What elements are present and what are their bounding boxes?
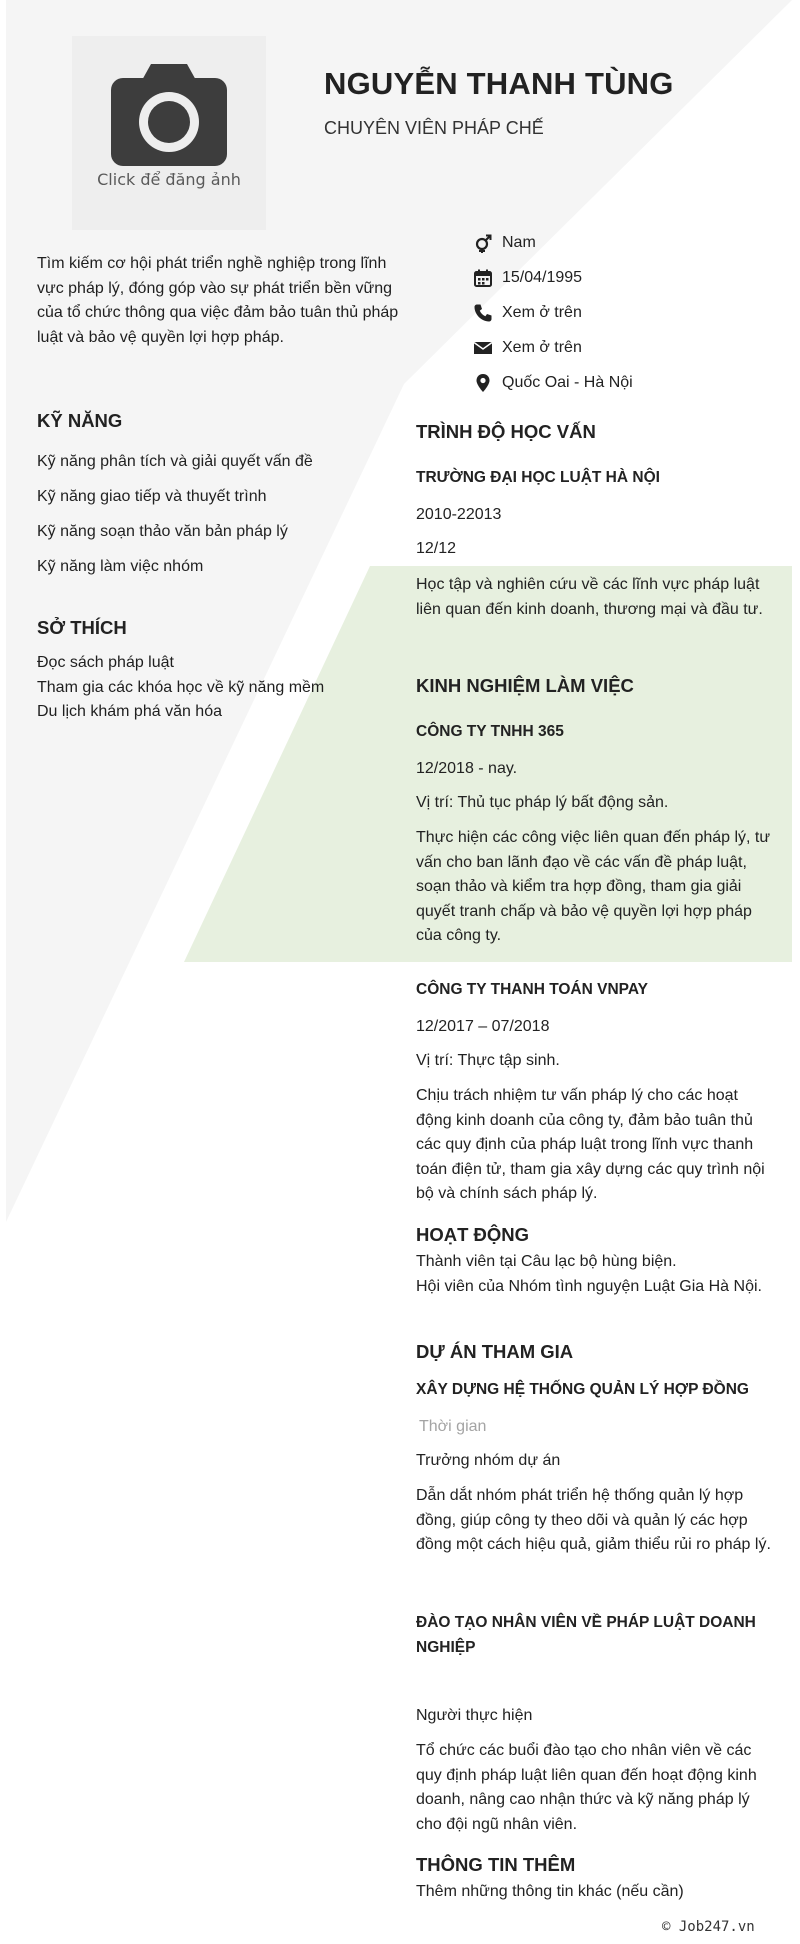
info-gender-value: Nam (502, 234, 536, 251)
job-period: 12/2018 - nay. (416, 760, 518, 777)
hobbies-heading: SỞ THÍCH (37, 617, 127, 638)
project-role: Trưởng nhóm dự án (416, 1452, 561, 1469)
info-email (472, 335, 582, 361)
calendar-icon (472, 267, 494, 289)
project-time: Thời gian (419, 1418, 487, 1435)
education-period: 2010-22013 (416, 506, 502, 523)
hobby-item: Du lịch khám phá văn hóa (37, 703, 222, 720)
phone-icon (472, 302, 494, 324)
info-phone-value: Xem ở trên (502, 304, 582, 321)
education-heading: TRÌNH ĐỘ HỌC VẤN (416, 421, 596, 442)
education-school: TRƯỜNG ĐẠI HỌC LUẬT HÀ NỘI (416, 469, 660, 486)
info-location (472, 370, 633, 396)
info-birthday-value: 15/04/1995 (502, 269, 583, 286)
info-birthday (472, 265, 582, 291)
camera-icon (111, 64, 227, 168)
hobby-item: Đọc sách pháp luật (37, 654, 174, 671)
skill-item: Kỹ năng giao tiếp và thuyết trình (37, 488, 267, 505)
email-icon (472, 337, 494, 359)
activities-heading: HOẠT ĐỘNG (416, 1224, 530, 1245)
education-grade: 12/12 (416, 540, 457, 557)
footer-copyright: © Job247.vn (662, 1919, 755, 1935)
candidate-name: NGUYỄN THANH TÙNG (324, 66, 674, 101)
info-gender (472, 230, 536, 256)
career-objective: Tìm kiếm cơ hội phát triển nghề nghiệp trong lĩnh vực pháp lý, đóng góp vào sự phát triển bền vững của tổ chức thông qua việc đảm bảo tuân thủ pháp luật và bảo vệ quyền lợi hợp pháp. (37, 255, 399, 346)
skill-item: Kỹ năng làm việc nhóm (37, 558, 204, 575)
hobbies-list (37, 651, 337, 725)
project-name: XÂY DỰNG HỆ THỐNG QUẢN LÝ HỢP ĐỒNG (416, 1381, 749, 1398)
additional-info-heading: THÔNG TIN THÊM (416, 1854, 576, 1875)
project-role: Người thực hiện (416, 1707, 533, 1724)
activity-item: Hội viên của Nhóm tình nguyện Luật Gia Hà Nội. (416, 1277, 762, 1295)
job-period: 12/2017 – 07/2018 (416, 1018, 550, 1035)
job-description: Thực hiện các công việc liên quan đến pháp lý, tư vấn cho ban lãnh đạo về các vấn đề pháp luật, soạn thảo và kiểm tra hợp đồng, tham gia giải quyết tranh chấp và bảo vệ quyền lợi hợp pháp của công ty. (416, 829, 771, 944)
gender-icon (472, 232, 494, 254)
info-phone (472, 300, 582, 326)
job-position: Vị trí: Thủ tục pháp lý bất động sản. (416, 794, 669, 811)
skill-item: Kỹ năng soạn thảo văn bản pháp lý (37, 523, 288, 540)
projects-heading: DỰ ÁN THAM GIA (416, 1341, 574, 1362)
project-description: Tổ chức các buổi đào tạo cho nhân viên về các quy định pháp luật liên quan đến hoạt động kinh doanh, nâng cao nhận thức và kỹ năng pháp lý cho đội ngũ nhân viên. (416, 1742, 757, 1833)
info-location-value: Quốc Oai - Hà Nội (502, 374, 633, 391)
skills-heading: KỸ NĂNG (37, 410, 123, 431)
job-company: CÔNG TY TNHH 365 (416, 723, 564, 740)
experience-heading: KINH NGHIỆM LÀM VIỆC (416, 675, 634, 696)
hobby-item: Tham gia các khóa học về kỹ năng mềm (37, 678, 325, 696)
avatar-upload-label: Click để đăng ảnh (97, 170, 241, 189)
avatar-upload[interactable] (72, 36, 266, 230)
info-email-value: Xem ở trên (502, 339, 582, 356)
job-company: CÔNG TY THANH TOÁN VNPAY (416, 981, 648, 998)
skill-item: Kỹ năng phân tích và giải quyết vấn đề (37, 453, 313, 470)
activities-list (416, 1250, 776, 1299)
job-description: Chịu trách nhiệm tư vấn pháp lý cho các hoạt động kinh doanh của công ty, đảm bảo tuân thủ các quy định của pháp luật trong lĩnh vực thanh toán điện tử, tham gia xây dựng các quy trình nội bộ và chính sách pháp lý. (416, 1087, 765, 1202)
project-name: ĐÀO TẠO NHÂN VIÊN VỀ PHÁP LUẬT DOANH NGHIỆP (416, 1614, 756, 1656)
activity-item: Thành viên tại Câu lạc bộ hùng biện. (416, 1253, 677, 1270)
project-description: Dẫn dắt nhóm phát triển hệ thống quản lý hợp đồng, giúp công ty theo dõi và quản lý các hợp đồng một cách hiệu quả, giảm thiểu rủi ro pháp lý. (416, 1487, 771, 1553)
education-description: Học tập và nghiên cứu về các lĩnh vực pháp luật liên quan đến kinh doanh, thương mại và đầu tư. (416, 576, 763, 618)
location-icon (472, 372, 494, 394)
additional-info-text: Thêm những thông tin khác (nếu cần) (416, 1883, 684, 1900)
candidate-job-title: CHUYÊN VIÊN PHÁP CHẾ (324, 118, 544, 138)
job-position: Vị trí: Thực tập sinh. (416, 1052, 560, 1069)
